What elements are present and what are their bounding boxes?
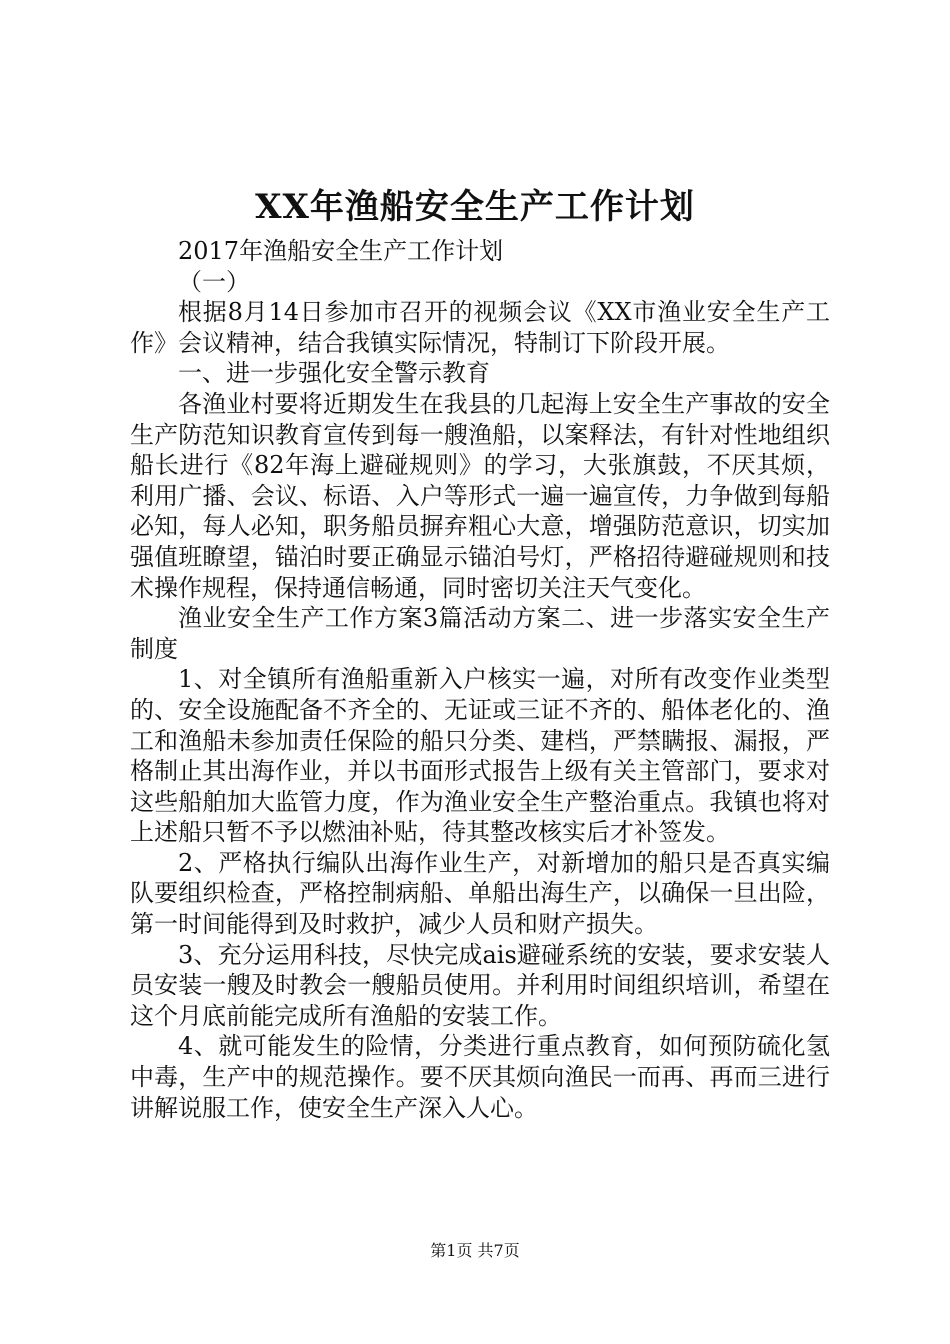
paragraph-item-3: 3、充分运用科技，尽快完成ais避碰系统的安装，要求安装人员安装一艘及时教会一艘船员使用。并利用时间组织培训，希望在这个月底前能完成所有渔船的安装工作。 bbox=[130, 940, 830, 1030]
paragraph-item-4: 4、就可能发生的险情，分类进行重点教育，如何预防硫化氢中毒，生产中的规范操作。要不厌其烦向渔民一而再、再而三进行讲解说服工作，使安全生产深入人心。 bbox=[130, 1032, 830, 1122]
section-heading-1: 一、进一步强化安全警示教育 bbox=[178, 359, 490, 388]
paragraph-item-1: 1、对全镇所有渔船重新入户核实一遍，对所有改变作业类型的、安全设施配备不齐全的、无证或三证不齐的、船体老化的、渔工和渔船未参加责任保险的船只分类、建档，严禁瞒报、漏报，严格制止其出海作业，并以书面形式报告上级有关主管部门，要求对这些船舶加大监管力度，作为渔业安全生产整治重点。我镇也将对上述船只暂不予以燃油补贴，待其整改核实后才补签发。 bbox=[130, 665, 830, 847]
section-heading-2: 渔业安全生产工作方案3篇活动方案二、进一步落实安全生产制度 bbox=[130, 604, 830, 663]
section-marker: （一） bbox=[178, 267, 250, 296]
paragraph-safety-education: 各渔业村要将近期发生在我县的几起海上安全生产事故的安全生产防范知识教育宣传到每一艘渔船，以案释法，有针对性地组织船长进行《82年海上避碰规则》的学习，大张旗鼓，不厌其烦，利用广播、会议、标语、入户等形式一遍一遍宣传，力争做到每船必知，每人必知，职务船员摒弃粗心大意，增强防范意识，切实加强值班瞭望，锚泊时要正确显示锚泊号灯，严格招待避碰规则和技术操作规程，保持通信畅通，同时密切关注天气变化。 bbox=[130, 389, 830, 602]
document-body bbox=[130, 236, 830, 1123]
document-subtitle: 2017年渔船安全生产工作计划 bbox=[178, 237, 504, 265]
document-title: XX年渔船安全生产工作计划 bbox=[255, 187, 695, 227]
paragraph-intro: 根据8月14日参加市召开的视频会议《XX市渔业安全生产工作》会议精神，结合我镇实际情况，特制订下阶段开展。 bbox=[130, 298, 830, 357]
paragraph-item-2: 2、严格执行编队出海作业生产，对新增加的船只是否真实编队要组织检查，严格控制病船、单船出海生产，以确保一旦出险，第一时间能得到及时救护，减少人员和财产损失。 bbox=[130, 848, 830, 939]
page-footer: 第1页 共7页 bbox=[430, 1241, 520, 1260]
